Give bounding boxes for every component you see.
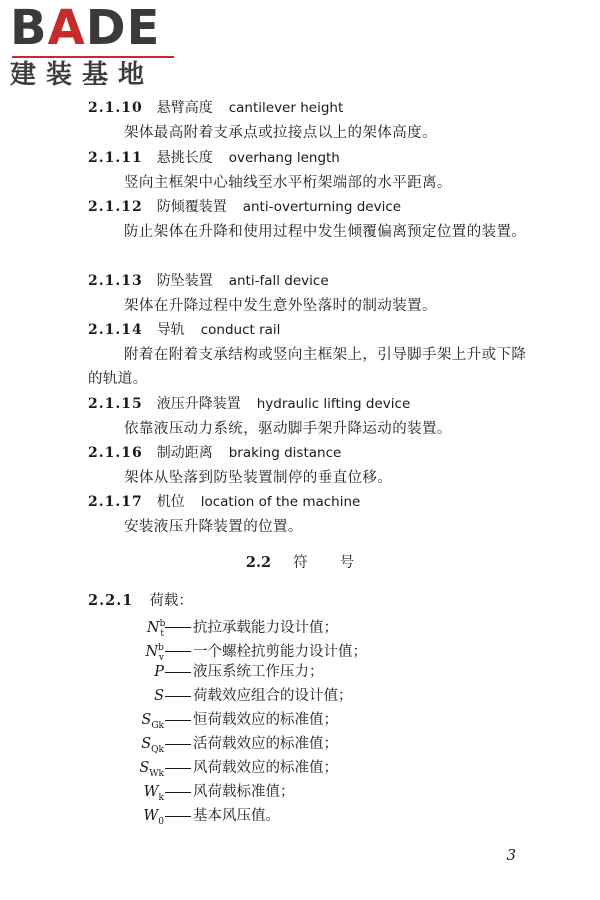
symbol-row xyxy=(108,661,324,683)
term-zh: 防坠装置 xyxy=(156,273,213,289)
term-number: 2.1.11 xyxy=(88,150,143,166)
term-definition: 架体从坠落到防坠装置制停的垂直位移。 xyxy=(124,470,393,486)
section-number: 2.2 xyxy=(245,554,272,571)
symbol-description: 恒荷载效应的标准值； xyxy=(193,712,338,728)
term-definition: 安装液压升降装置的位置。 xyxy=(124,519,303,535)
term-heading xyxy=(88,443,341,463)
section-title xyxy=(0,552,600,574)
symbol: $N^b_t$ xyxy=(146,619,166,639)
symbol-description: 抗拉承载能力设计值； xyxy=(193,619,338,636)
symbol: $S_{Gk}$ xyxy=(141,712,164,731)
term-zh: 悬挑长度 xyxy=(156,150,213,166)
symbol-description: 风荷载效应的标准值； xyxy=(193,760,338,776)
em-dash xyxy=(165,744,191,745)
logo-wordmark: BADE xyxy=(10,0,161,56)
subsection-number: 2.2.1 xyxy=(88,592,134,609)
term-heading xyxy=(88,320,280,340)
term-definition: 防止架体在升降和使用过程中发生倾覆偏离预定位置的装置。 xyxy=(124,224,527,240)
term-zh: 制动距离 xyxy=(156,445,213,461)
subsection-heading xyxy=(88,590,193,612)
symbol: $W_0$ xyxy=(143,808,164,827)
term-number: 2.1.17 xyxy=(88,494,143,510)
symbol: P xyxy=(154,664,164,680)
term-zh: 悬臂高度 xyxy=(156,100,213,116)
symbol-description: 液压系统工作压力； xyxy=(193,664,324,680)
logo-divider xyxy=(12,56,174,58)
term-heading xyxy=(88,197,401,217)
term-en: conduct rail xyxy=(200,322,281,338)
em-dash xyxy=(165,720,191,721)
bade-logo xyxy=(10,2,180,92)
term-en: braking distance xyxy=(228,445,342,461)
term-en: hydraulic lifting device xyxy=(256,396,411,412)
symbol: $N^b_v$ xyxy=(145,643,164,663)
section-title-char-2: 号 xyxy=(339,555,355,571)
em-dash xyxy=(165,816,191,817)
term-number: 2.1.16 xyxy=(88,445,143,461)
term-en: cantilever height xyxy=(228,100,344,116)
term-number: 2.1.12 xyxy=(88,199,143,215)
symbol-row xyxy=(108,805,280,833)
symbol: $W_k$ xyxy=(143,784,164,803)
term-number: 2.1.10 xyxy=(88,100,143,116)
term-en: overhang length xyxy=(228,150,340,166)
term-definition: 依靠液压动力系统，驱动脚手架升降运动的装置。 xyxy=(124,421,452,437)
em-dash xyxy=(165,696,191,697)
term-number: 2.1.15 xyxy=(88,396,143,412)
em-dash xyxy=(165,768,191,769)
term-number: 2.1.14 xyxy=(88,322,143,338)
term-zh: 机位 xyxy=(156,494,185,510)
term-definition: 架体最高附着支承点或拉接点以上的架体高度。 xyxy=(124,125,437,141)
symbol: $S_{Qk}$ xyxy=(141,736,164,755)
term-zh: 液压升降装置 xyxy=(156,396,241,412)
term-definition: 竖向主框架中心轴线至水平桁架端部的水平距离。 xyxy=(124,175,452,191)
symbol-description: 荷载效应组合的设计值； xyxy=(193,688,353,704)
term-zh: 导轨 xyxy=(156,322,185,338)
symbol-description: 一个螺栓抗剪能力设计值； xyxy=(193,643,367,660)
em-dash xyxy=(165,627,191,628)
term-heading xyxy=(88,394,410,414)
term-en: location of the machine xyxy=(200,494,361,510)
em-dash xyxy=(165,792,191,793)
term-en: anti-fall device xyxy=(228,273,329,289)
em-dash xyxy=(165,651,191,652)
term-number: 2.1.13 xyxy=(88,273,143,289)
symbol-description: 基本风压值。 xyxy=(193,808,280,824)
term-en: anti-overturning device xyxy=(242,199,402,215)
subsection-title: 荷载： xyxy=(149,593,193,609)
symbol: S xyxy=(154,688,164,704)
symbol-row xyxy=(108,685,353,707)
symbol-description: 活荷载效应的标准值； xyxy=(193,736,338,752)
symbol-description: 风荷载标准值； xyxy=(193,784,295,800)
symbol: $S_{Wk}$ xyxy=(139,760,164,779)
term-heading xyxy=(88,148,340,168)
term-heading xyxy=(88,492,360,512)
term-definition: 架体在升降过程中发生意外坠落时的制动装置。 xyxy=(124,298,437,314)
term-zh: 防倾覆装置 xyxy=(156,199,227,215)
term-heading xyxy=(88,98,343,118)
term-heading xyxy=(88,271,329,291)
section-title-char-1: 符 xyxy=(293,555,308,571)
logo-subtitle: 建装基地 xyxy=(10,60,155,90)
page-number: 3 xyxy=(506,846,516,864)
term-definition: 附着在附着支承结构或竖向主框架上，引导脚手架上升或下降的轨道。 xyxy=(88,347,527,387)
em-dash xyxy=(165,672,191,673)
